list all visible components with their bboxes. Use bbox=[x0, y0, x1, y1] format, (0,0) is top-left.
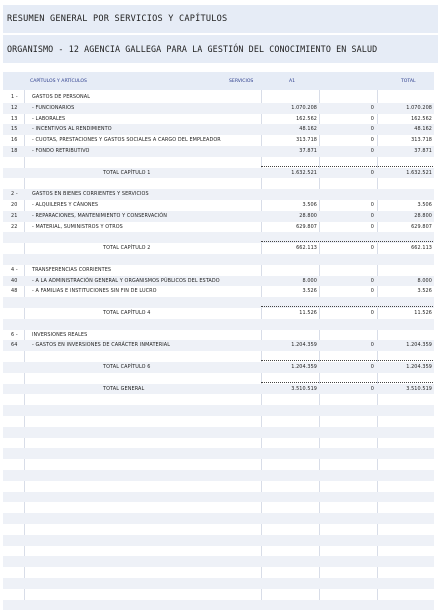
row-servicios-value: 0 bbox=[370, 212, 374, 219]
table-row bbox=[3, 384, 434, 395]
table-row bbox=[3, 448, 434, 459]
row-a1-value: 162.562 bbox=[296, 115, 317, 122]
subtotal-separator bbox=[261, 241, 433, 242]
row-a1-value: 3.526 bbox=[302, 288, 317, 295]
row-description: - GASTOS EN INVERSIONES DE CARÁCTER INMATERIAL bbox=[32, 342, 171, 349]
table-row bbox=[3, 340, 434, 351]
row-code: 13 bbox=[11, 115, 18, 122]
row-code: 15 bbox=[11, 126, 18, 133]
table-row bbox=[3, 394, 434, 405]
row-description: TOTAL CAPÍTULO 6 bbox=[103, 364, 151, 370]
row-description: - REPARACIONES, MANTENIMIENTO Y CONSERVACIÓN bbox=[32, 212, 167, 219]
row-servicios-value: 0 bbox=[370, 137, 374, 144]
row-code: 1 - bbox=[11, 94, 18, 100]
table-row bbox=[3, 114, 434, 125]
row-a1-value: 1.204.359 bbox=[291, 364, 317, 370]
row-description: - A FAMILIAS E INSTITUCIONES SIN FIN DE LUCRO bbox=[32, 288, 157, 295]
table-row bbox=[3, 492, 434, 503]
table-row bbox=[3, 92, 434, 103]
row-code: 20 bbox=[11, 202, 18, 208]
table-row bbox=[3, 178, 434, 189]
row-code: 22 bbox=[11, 223, 18, 230]
row-servicios-value: 0 bbox=[370, 245, 374, 252]
row-description: - A LA ADMINISTRACIÓN GENERAL Y ORGANISMOS PÚBLICOS DEL ESTADO bbox=[32, 277, 220, 284]
row-description: - CUOTAS, PRESTACIONES Y GASTOS SOCIALES A CARGO DEL EMPLEADOR bbox=[32, 137, 221, 144]
table-row bbox=[3, 416, 434, 427]
row-description: TOTAL CAPÍTULO 1 bbox=[103, 169, 151, 176]
row-code: 48 bbox=[11, 288, 18, 295]
row-a1-value: 48.162 bbox=[299, 126, 317, 133]
table-row bbox=[3, 103, 434, 114]
row-a1-value: 1.632.521 bbox=[291, 169, 317, 176]
row-total-value: 629.807 bbox=[411, 223, 432, 230]
row-description: - LABORALES bbox=[32, 115, 66, 122]
row-description: - ALQUILERES Y CÁNONES bbox=[32, 202, 99, 208]
row-description: GASTOS EN BIENES CORRIENTES Y SERVICIOS bbox=[32, 191, 149, 198]
row-code: 18 bbox=[11, 148, 18, 154]
table-row bbox=[3, 276, 434, 287]
row-servicios-value: 0 bbox=[370, 288, 374, 295]
table-row bbox=[3, 524, 434, 535]
col-header-servicios: SERVICIOS bbox=[229, 79, 254, 84]
row-a1-value: 629.807 bbox=[296, 223, 317, 230]
row-total-value: 3.506 bbox=[417, 202, 432, 208]
row-description: - FONDO RETRIBUTIVO bbox=[32, 148, 90, 154]
row-a1-value: 3.510.519 bbox=[291, 385, 317, 392]
row-a1-value: 313.718 bbox=[296, 137, 317, 144]
table-row bbox=[3, 546, 434, 557]
table-row bbox=[3, 308, 434, 319]
row-total-value: 162.562 bbox=[411, 115, 432, 122]
row-servicios-value: 0 bbox=[370, 104, 374, 111]
table-row bbox=[3, 578, 434, 589]
row-servicios-value: 0 bbox=[370, 310, 374, 316]
row-a1-value: 28.800 bbox=[299, 212, 317, 219]
table-row bbox=[3, 567, 434, 578]
row-description: INVERSIONES REALES bbox=[32, 331, 88, 338]
organismo-title: ORGANISMO - 12 AGENCIA GALLEGA PARA LA GESTIÓN DEL CONOCIMIENTO EN SALUD bbox=[3, 35, 438, 63]
row-description: TOTAL CAPÍTULO 2 bbox=[103, 245, 151, 252]
row-servicios-value: 0 bbox=[370, 115, 374, 122]
row-description: TOTAL CAPÍTULO 4 bbox=[103, 310, 151, 316]
row-code: 12 bbox=[11, 104, 18, 111]
table-row bbox=[3, 254, 434, 265]
table-row bbox=[3, 438, 434, 449]
row-total-value: 37.871 bbox=[414, 148, 432, 154]
row-total-value: 1.204.359 bbox=[406, 364, 432, 370]
col-header-a1: A1 bbox=[289, 79, 296, 84]
table-header bbox=[3, 72, 434, 90]
table-row bbox=[3, 556, 434, 567]
row-code: 16 bbox=[11, 137, 18, 144]
subtotal-separator bbox=[261, 382, 433, 383]
table-row bbox=[3, 286, 434, 297]
table-row bbox=[3, 470, 434, 481]
table-row bbox=[3, 589, 434, 600]
row-servicios-value: 0 bbox=[370, 169, 374, 176]
row-servicios-value: 0 bbox=[370, 126, 374, 133]
row-servicios-value: 0 bbox=[370, 223, 374, 230]
table-row bbox=[3, 243, 434, 254]
row-servicios-value: 0 bbox=[370, 148, 374, 154]
table-row bbox=[3, 168, 434, 179]
table-row bbox=[3, 222, 434, 233]
row-a1-value: 37.871 bbox=[299, 148, 317, 154]
table-row bbox=[3, 362, 434, 373]
subtotal-separator bbox=[261, 360, 433, 361]
table-row bbox=[3, 459, 434, 470]
row-a1-value: 3.506 bbox=[302, 202, 317, 208]
row-total-value: 1.070.208 bbox=[406, 104, 432, 111]
row-total-value: 313.718 bbox=[411, 137, 432, 144]
row-code: 40 bbox=[11, 277, 18, 284]
row-total-value: 1.204.359 bbox=[406, 342, 432, 349]
table-row bbox=[3, 146, 434, 157]
row-total-value: 3.526 bbox=[417, 288, 432, 295]
row-servicios-value: 0 bbox=[370, 385, 374, 392]
table-row bbox=[3, 405, 434, 416]
row-code: 2 - bbox=[11, 191, 18, 198]
report-title: RESUMEN GENERAL POR SERVICIOS Y CAPÍTULOS bbox=[3, 5, 438, 33]
row-total-value: 1.632.521 bbox=[406, 169, 432, 176]
table-row bbox=[3, 189, 434, 200]
row-total-value: 48.162 bbox=[414, 126, 432, 133]
row-total-value: 8.000 bbox=[417, 277, 432, 284]
row-servicios-value: 0 bbox=[370, 202, 374, 208]
row-description: GASTOS DE PERSONAL bbox=[32, 94, 91, 100]
table-row bbox=[3, 211, 434, 222]
subtotal-separator bbox=[261, 306, 433, 307]
row-code: 4 - bbox=[11, 266, 18, 273]
table-row bbox=[3, 535, 434, 546]
row-total-value: 3.510.519 bbox=[406, 385, 432, 392]
row-code: 64 bbox=[11, 342, 18, 349]
row-a1-value: 8.000 bbox=[302, 277, 317, 284]
row-total-value: 11.526 bbox=[414, 310, 432, 316]
table-row bbox=[3, 330, 434, 341]
col-header-total: TOTAL bbox=[401, 79, 416, 84]
table-row bbox=[3, 502, 434, 513]
row-description: - INCENTIVOS AL RENDIMIENTO bbox=[32, 126, 112, 133]
row-total-value: 28.800 bbox=[414, 212, 432, 219]
row-servicios-value: 0 bbox=[370, 277, 374, 284]
table-row bbox=[3, 600, 434, 611]
table-row bbox=[3, 427, 434, 438]
row-description: - FUNCIONARIOS bbox=[32, 104, 75, 111]
row-code: 21 bbox=[11, 212, 18, 219]
table-row bbox=[3, 513, 434, 524]
row-a1-value: 11.526 bbox=[299, 310, 317, 316]
row-a1-value: 662.113 bbox=[296, 245, 317, 252]
table-row bbox=[3, 319, 434, 330]
table-row bbox=[3, 200, 434, 211]
row-servicios-value: 0 bbox=[370, 342, 374, 349]
row-description: TOTAL GENERAL bbox=[103, 385, 145, 392]
col-header-capitulos: CAPÍTULOS Y ARTÍCULOS bbox=[30, 79, 87, 84]
row-a1-value: 1.204.359 bbox=[291, 342, 317, 349]
table-row bbox=[3, 135, 434, 146]
row-code: 6 - bbox=[11, 331, 18, 338]
row-description: - MATERIAL, SUMINISTROS Y OTROS bbox=[32, 223, 123, 230]
row-a1-value: 1.070.208 bbox=[291, 104, 317, 111]
budget-table bbox=[3, 70, 434, 610]
table-row bbox=[3, 481, 434, 492]
table-row bbox=[3, 124, 434, 135]
subtotal-separator bbox=[261, 166, 433, 167]
row-total-value: 662.113 bbox=[411, 245, 432, 252]
table-row bbox=[3, 265, 434, 276]
row-servicios-value: 0 bbox=[370, 364, 374, 370]
row-description: TRANSFERENCIAS CORRIENTES bbox=[32, 266, 112, 273]
